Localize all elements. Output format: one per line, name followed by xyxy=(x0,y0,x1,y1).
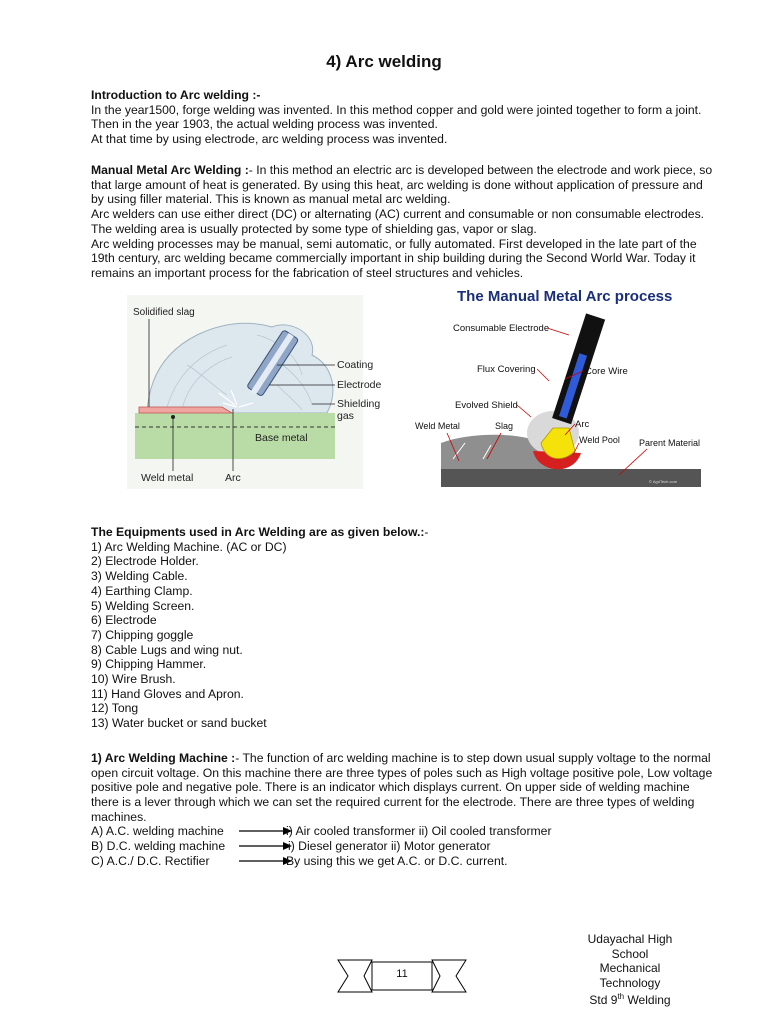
list-item: 13) Water bucket or sand bucket xyxy=(91,716,267,731)
intro-line: At that time by using electrode, arc welding process was invented. xyxy=(91,132,448,147)
machine-type-label: B) D.C. welding machine xyxy=(91,838,226,853)
equipment-heading-text: The Equipments used in Arc Welding are as given below.: xyxy=(91,525,425,539)
mma-text2: Arc welders can use either direct (DC) or alternating (AC) current and consumable or non consumable electrodes. The welding area is usually protected by some type of shielding gas, vapor or slag. xyxy=(91,207,705,236)
list-item: 10) Wire Brush. xyxy=(91,672,176,687)
mma-section xyxy=(91,163,719,281)
label-coating: Coating xyxy=(337,359,374,371)
footer-std xyxy=(572,990,688,1008)
intro-heading: Introduction to Arc welding :- xyxy=(91,88,261,102)
list-item: 6) Electrode xyxy=(91,613,157,628)
list-item: 3) Welding Cable. xyxy=(91,569,188,584)
label-base-metal: Base metal xyxy=(255,432,308,444)
mma-paragraph xyxy=(91,163,719,207)
machine-paragraph xyxy=(91,751,719,825)
footer-std-sup: th xyxy=(617,992,625,1002)
page-title: 4) Arc welding xyxy=(326,52,442,71)
label-core-wire: Core Wire xyxy=(585,366,628,377)
list-item: 12) Tong xyxy=(91,701,139,716)
mma-heading: Manual Metal Arc Welding : xyxy=(91,163,249,177)
footer-block xyxy=(572,932,688,1008)
list-item: 1) Arc Welding Machine. (AC or DC) xyxy=(91,539,287,554)
label-arc: Arc xyxy=(225,472,241,484)
list-item: 2) Electrode Holder. xyxy=(91,554,199,569)
machine-type-desc: i) Air cooled transformer ii) Oil cooled transformer xyxy=(286,824,552,838)
label-shielding-gas-2: gas xyxy=(337,410,354,422)
image-credit: © AgriTech.com xyxy=(649,479,678,484)
machine-text: - The function of arc welding machine is to step down usual supply voltage to the normal open circuit voltage. On this machine there are three types of poles such as High voltage positive pole, Low voltage positive pole and negative pole. There is an indicator which displays current. On upper side of welding machine there is a lever through which we can set the required current for the electrode. There are three types of welding machines. xyxy=(91,751,713,824)
intro-line: In the year1500, forge welding was invented. In this method copper and gold were jointed together to form a joint. xyxy=(91,102,702,117)
list-item: 11) Hand Gloves and Apron. xyxy=(91,686,244,701)
footer-std-suffix: Welding xyxy=(624,993,671,1008)
label-electrode: Electrode xyxy=(337,379,382,391)
list-item: 8) Cable Lugs and wing nut. xyxy=(91,642,243,657)
label-shielding-gas: Shielding xyxy=(337,398,381,410)
label-evolved-shield: Evolved Shield xyxy=(455,400,518,411)
diagram-title: The Manual Metal Arc process xyxy=(457,288,673,305)
list-item: 9) Chipping Hammer. xyxy=(91,657,207,672)
arrow-right-icon xyxy=(239,827,293,835)
label-solidified-slag: Solidified slag xyxy=(133,307,195,318)
label-flux-covering: Flux Covering xyxy=(477,364,536,375)
arrow-right-icon xyxy=(239,857,293,865)
equipment-heading xyxy=(91,525,428,540)
footer-std-prefix: Std 9 xyxy=(589,993,618,1008)
page-number: 11 xyxy=(396,968,408,980)
label-parent-material: Parent Material xyxy=(639,438,701,448)
arc-welding-diagram xyxy=(127,295,382,489)
label-arc: Arc xyxy=(575,419,590,430)
solidified-slag xyxy=(139,407,232,413)
footer-school: Udayachal High School xyxy=(587,932,673,961)
footer-subject: Mechanical Technology xyxy=(599,961,661,990)
machine-heading: 1) Arc Welding Machine : xyxy=(91,751,236,765)
machine-type-desc: i) Diesel generator ii) Motor generator xyxy=(288,838,491,853)
label-slag: Slag xyxy=(495,421,514,431)
list-item: 5) Welding Screen. xyxy=(91,598,195,613)
list-item: 7) Chipping goggle xyxy=(91,627,194,642)
list-item: 4) Earthing Clamp. xyxy=(91,583,193,598)
label-weld-metal: Weld metal xyxy=(141,472,194,484)
arrow-right-icon xyxy=(239,842,293,850)
machine-section xyxy=(91,751,719,825)
intro-line: Then in the year 1903, the actual welding process was invented. xyxy=(91,117,438,132)
mma-text3: Arc welding processes may be manual, semi automatic, or fully automated. First developed in the late part of the 19th century, arc welding became commercially important in ship building during the Second World War. Today it remains an important process for the fabrication of steel structures and vehicles. xyxy=(91,236,697,280)
parent-material xyxy=(441,469,701,487)
leader-dot xyxy=(171,415,175,419)
machine-type-desc: By using this we get A.C. or D.C. current. xyxy=(286,853,508,868)
mma-process-diagram xyxy=(413,283,704,490)
machine-type-label: A) A.C. welding machine xyxy=(91,824,224,838)
mma-text: - In this method an electric arc is developed between the electrode and work piece, so that large amount of heat is generated. By using this heat, arc welding is done without application of pressure and by using filler material. This is known as manual metal arc welding. xyxy=(91,163,713,207)
label-consumable-electrode: Consumable Electrode xyxy=(453,323,550,334)
label-weld-metal: Weld Metal xyxy=(415,421,460,431)
label-weld-pool: Weld Pool xyxy=(579,435,620,445)
equipment-heading-suffix: - xyxy=(424,525,429,539)
machine-type-label: C) A.C./ D.C. Rectifier xyxy=(91,853,210,868)
intro-section xyxy=(91,88,719,147)
equipment-list xyxy=(91,525,428,731)
